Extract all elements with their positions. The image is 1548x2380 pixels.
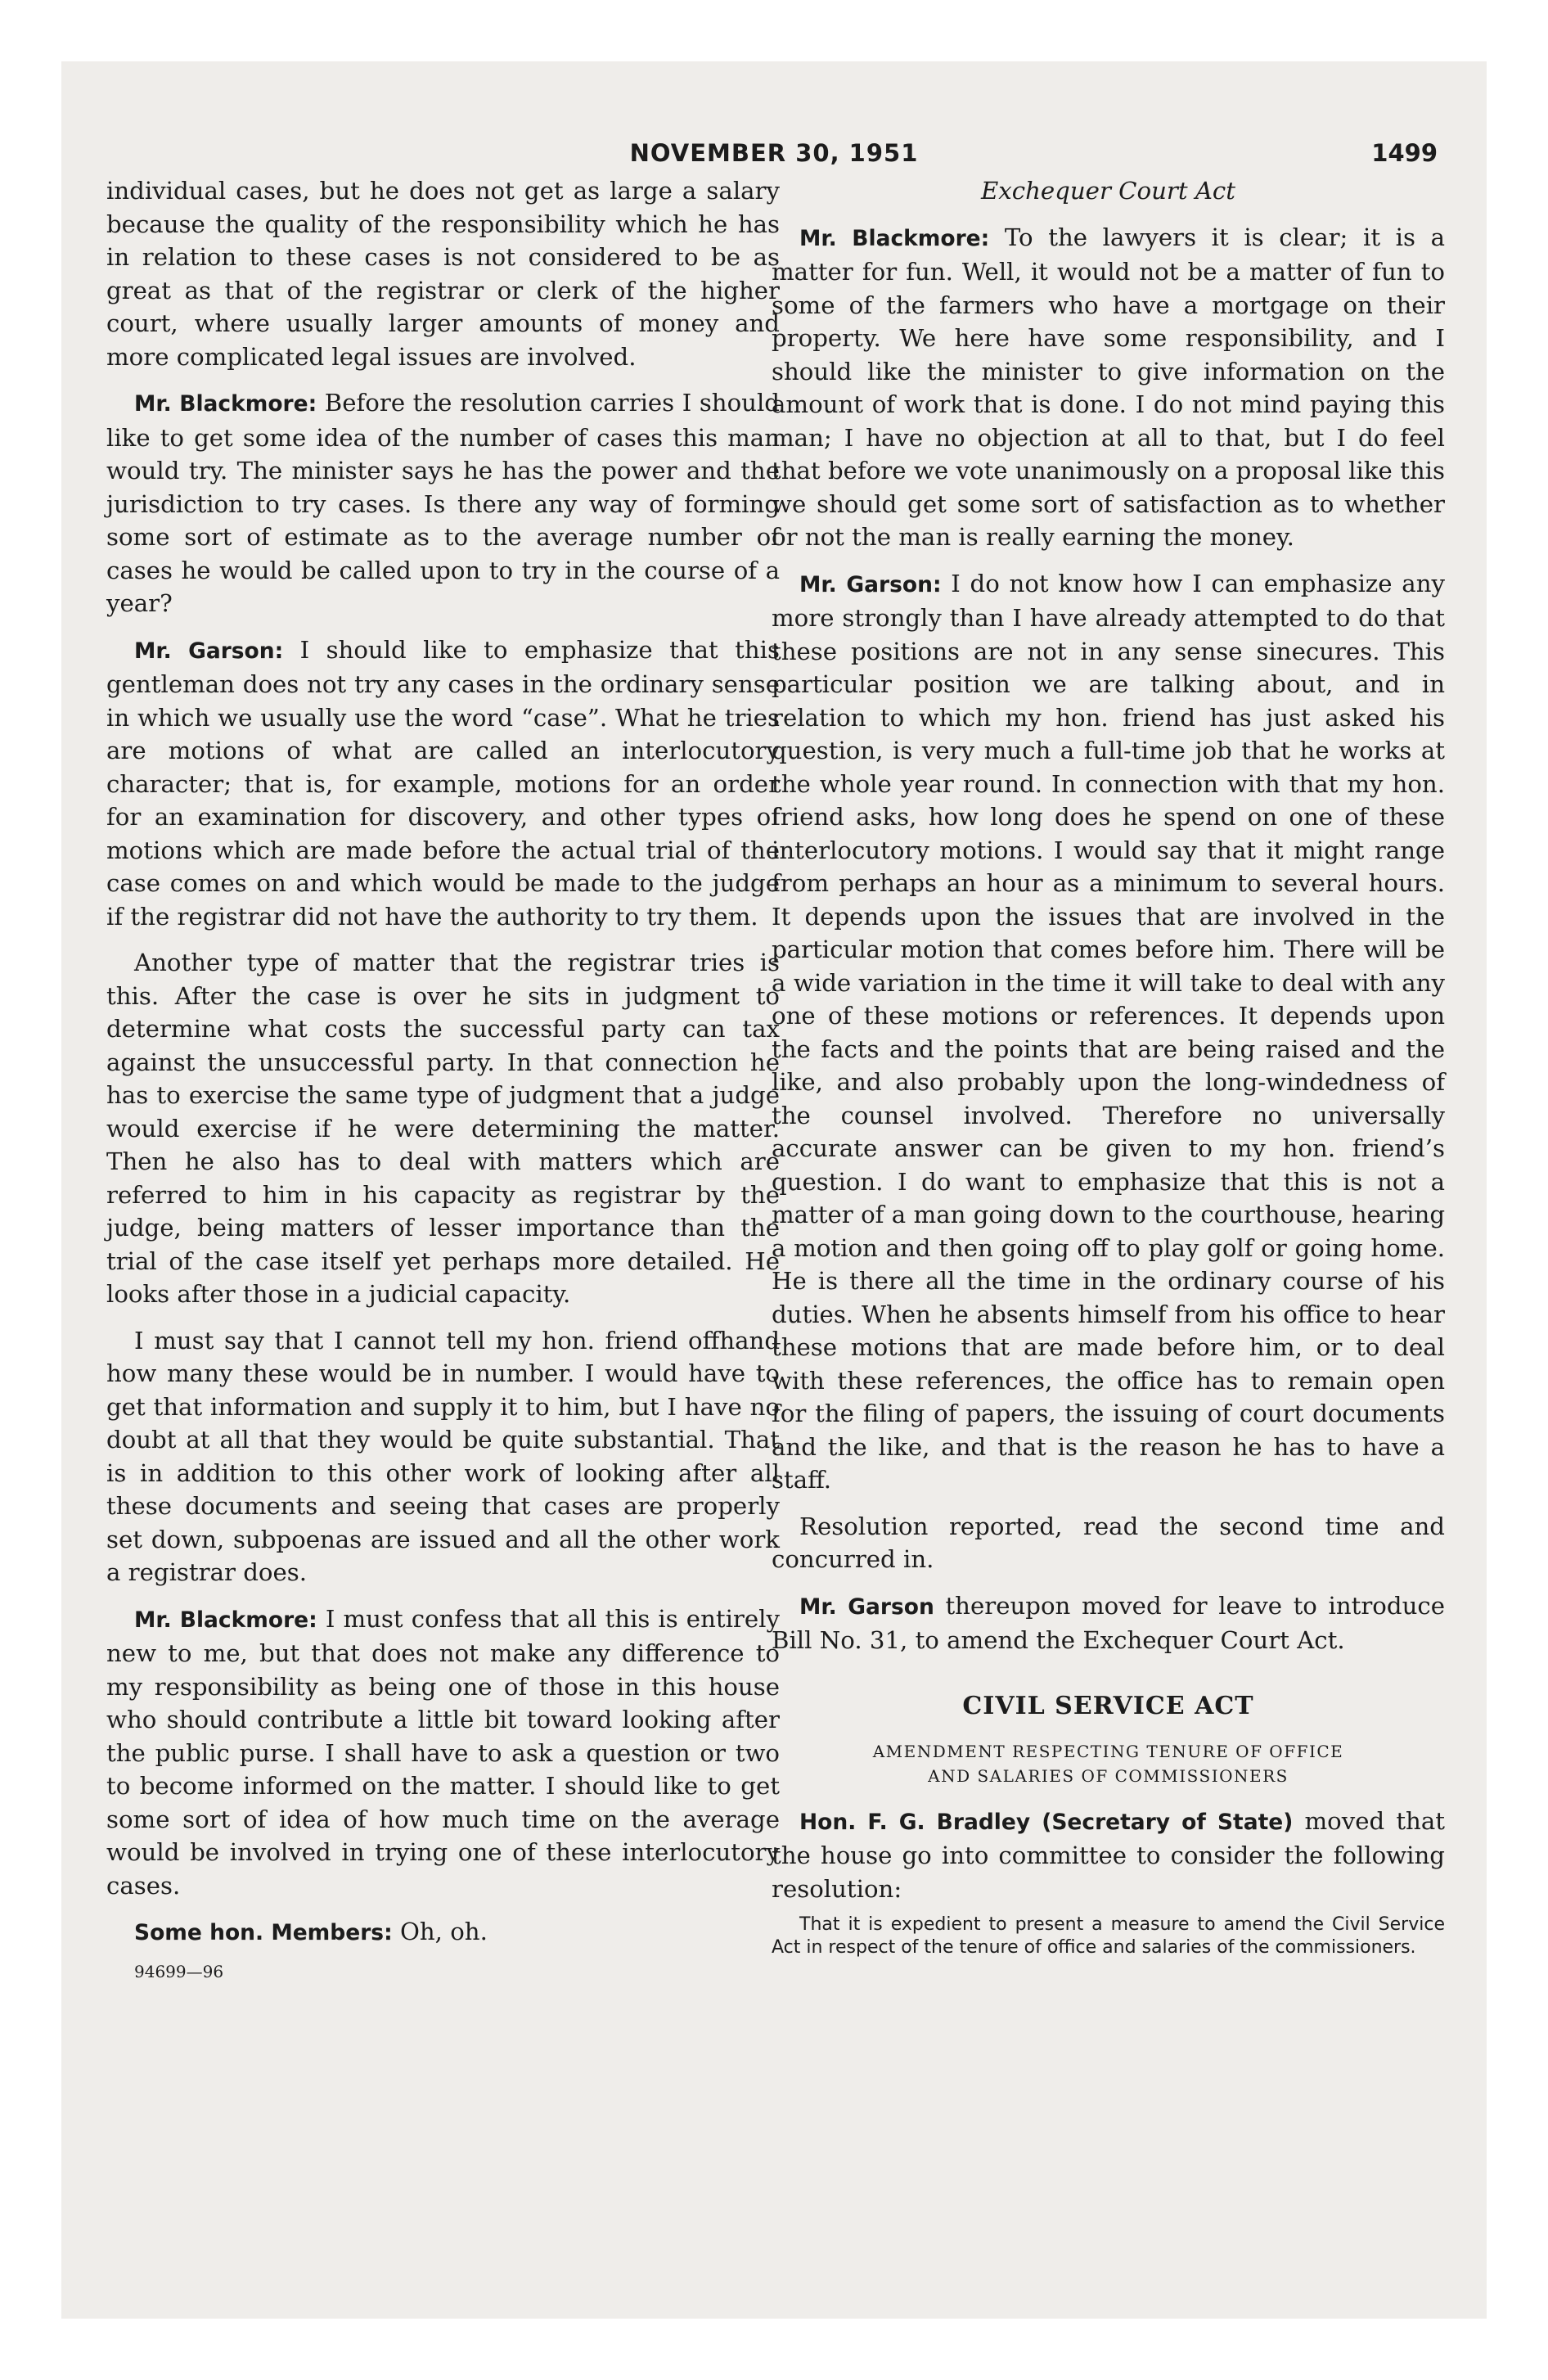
speaker-name: Hon. F. G. Bradley (Secretary of State) bbox=[799, 1809, 1294, 1835]
right-paragraph-1 bbox=[772, 221, 1445, 554]
speaker-name: Mr. Blackmore: bbox=[134, 391, 317, 417]
hansard-page bbox=[61, 61, 1487, 2319]
right-paragraph-2 bbox=[772, 567, 1445, 1497]
section-title: CIVIL SERVICE ACT bbox=[962, 1691, 1254, 1720]
speaker-name: Mr. Blackmore: bbox=[799, 225, 990, 251]
resolution-text: That it is expedient to present a measure to amend the Civil Service Act in respect of the tenure of office and salaries of the commissioners. bbox=[772, 1914, 1445, 1958]
left-paragraph-4: Another type of matter that the registrar tries is this. After the case is over he sits in judgment to determine what costs the successful party can tax against the unsuccessful party. In that connection he has to exercise the same type of judgment that a judge would exercise if he were determining the matter. Then he also has to deal with matters which are referred to him in his capacity as registrar by the judge, being matters of lesser importance than the trial of the case itself yet perhaps more detailed. He looks after those in a judicial capacity. bbox=[106, 949, 780, 1308]
speech-text: I do not know how I can emphasize any more strongly than I have already attempted to do that these positions are not in any sense sinecures. This particular position we are talking about, and in relation to which my hon. friend has just asked his question, is very much a full-time job that he works at the whole year round. In connection with that my hon. friend asks, how long does he spend on one of these interlocutory motions. I would say that it might range from perhaps an hour as a minimum to several hours. It depends upon the issues that are involved in the particular motion that comes before him. There will be a wide variation in the time it will take to deal with any one of these motions or references. It depends upon the facts and the points that are being raised and the like, and also probably upon the long-windedness of the counsel involved. Therefore no universally accurate answer can be given to my hon. friend’s question. I do want to emphasize that this is not a matter of a man going down to the courthouse, hearing a motion and then going off to play golf or going home. He is there all the time in the ordinary course of his duties. When he absents himself from his office to hear these motions that are made before him, or to deal with these references, the office has to remain open for the filing of papers, the issuing of court documents and the like, and that is the reason he has to have a staff. bbox=[772, 569, 1445, 1494]
left-paragraph-5: I must say that I cannot tell my hon. friend offhand how many these would be in number. I would have to get that information and supply it to him, but I have no doubt at all that they would be quite substantial. That is in addition to this other work of looking after all these documents and seeing that cases are properly set down, subpoenas are issued and all the other work a registrar does. bbox=[106, 1326, 780, 1586]
right-column bbox=[772, 174, 1445, 1972]
left-column bbox=[106, 174, 780, 1988]
printer-code: 94699—96 bbox=[134, 1961, 224, 1981]
speech-text: I must confess that all this is entirely new to me, but that does not make any difference to my responsibility as being one of those in this house who should contribute a little bit toward looking after the public purse. I shall have to ask a question or two to become informed on the matter. I should like to get some sort of idea of how much time on the average would be involved in trying one of these interlocutory cases. bbox=[106, 1604, 780, 1900]
right-paragraph-5 bbox=[772, 1805, 1445, 1906]
right-paragraph-3: Resolution reported, read the second time and concurred in. bbox=[772, 1512, 1445, 1573]
subheading-line-2: AND SALARIES OF COMMISSIONERS bbox=[928, 1765, 1289, 1786]
speaker-name: Mr. Garson bbox=[799, 1593, 934, 1620]
section-subheading bbox=[772, 1739, 1445, 1788]
speaker-name: Mr. Blackmore: bbox=[134, 1607, 317, 1633]
speaker-name: Mr. Garson: bbox=[134, 638, 284, 664]
left-paragraph-6 bbox=[106, 1602, 780, 1903]
subject-heading: Exchequer Court Act bbox=[981, 177, 1235, 205]
subheading-line-1: AMENDMENT RESPECTING TENURE OF OFFICE bbox=[872, 1741, 1344, 1761]
page-number: 1499 bbox=[1371, 139, 1438, 167]
speech-text: thereupon moved for leave to introduce Bill No. 31, to amend the Exchequer Court Act. bbox=[772, 1591, 1445, 1654]
speech-text: Oh, oh. bbox=[392, 1918, 488, 1945]
speech-text: Before the resolution carries I should like to get some idea of the number of cases this man would try. The minister says he has the power and the jurisdiction to try cases. Is there any way of forming some sort of estimate as to the average number of cases he would be called upon to try in the course of a year? bbox=[106, 389, 780, 617]
left-paragraph-3 bbox=[106, 633, 780, 934]
left-paragraph-2 bbox=[106, 386, 780, 620]
speaker-name: Some hon. Members: bbox=[134, 1920, 393, 1945]
speech-text: To the lawyers it is clear; it is a matter for fun. Well, it would not be a matter of fun to some of the farmers who have a mortgage on their property. We here have some responsibility, and I should like the minister to give information on the amount of work that is done. I do not mind paying this man; I have no objection at all to that, but I do feel that before we vote unanimously on a proposal like this we should get some sort of satisfaction as to whether or not the man is really earning the money. bbox=[772, 223, 1445, 551]
speech-text: moved that the house go into committee to consider the following resolution: bbox=[772, 1806, 1445, 1903]
speech-text: I should like to emphasize that this gentleman does not try any cases in the ordinary sense in which we usually use the word “case”. What he tries are motions of what are called an interlocutory character; that is, for example, motions for an order for an examination for discovery, and other types of motions which are made before the actual trial of the case comes on and which would be made to the judge if the registrar did not have the authority to try them. bbox=[106, 635, 780, 931]
left-paragraph-1: individual cases, but he does not get as large a salary because the quality of the responsibility which he has in relation to these cases is not considered to be as great as that of the registrar or clerk of the higher court, where usually larger amounts of money and more complicated legal issues are involved. bbox=[106, 177, 780, 371]
speaker-name: Mr. Garson: bbox=[799, 571, 942, 597]
right-paragraph-4 bbox=[772, 1589, 1445, 1657]
header-date: NOVEMBER 30, 1951 bbox=[629, 139, 919, 167]
left-paragraph-7 bbox=[106, 1915, 780, 1950]
